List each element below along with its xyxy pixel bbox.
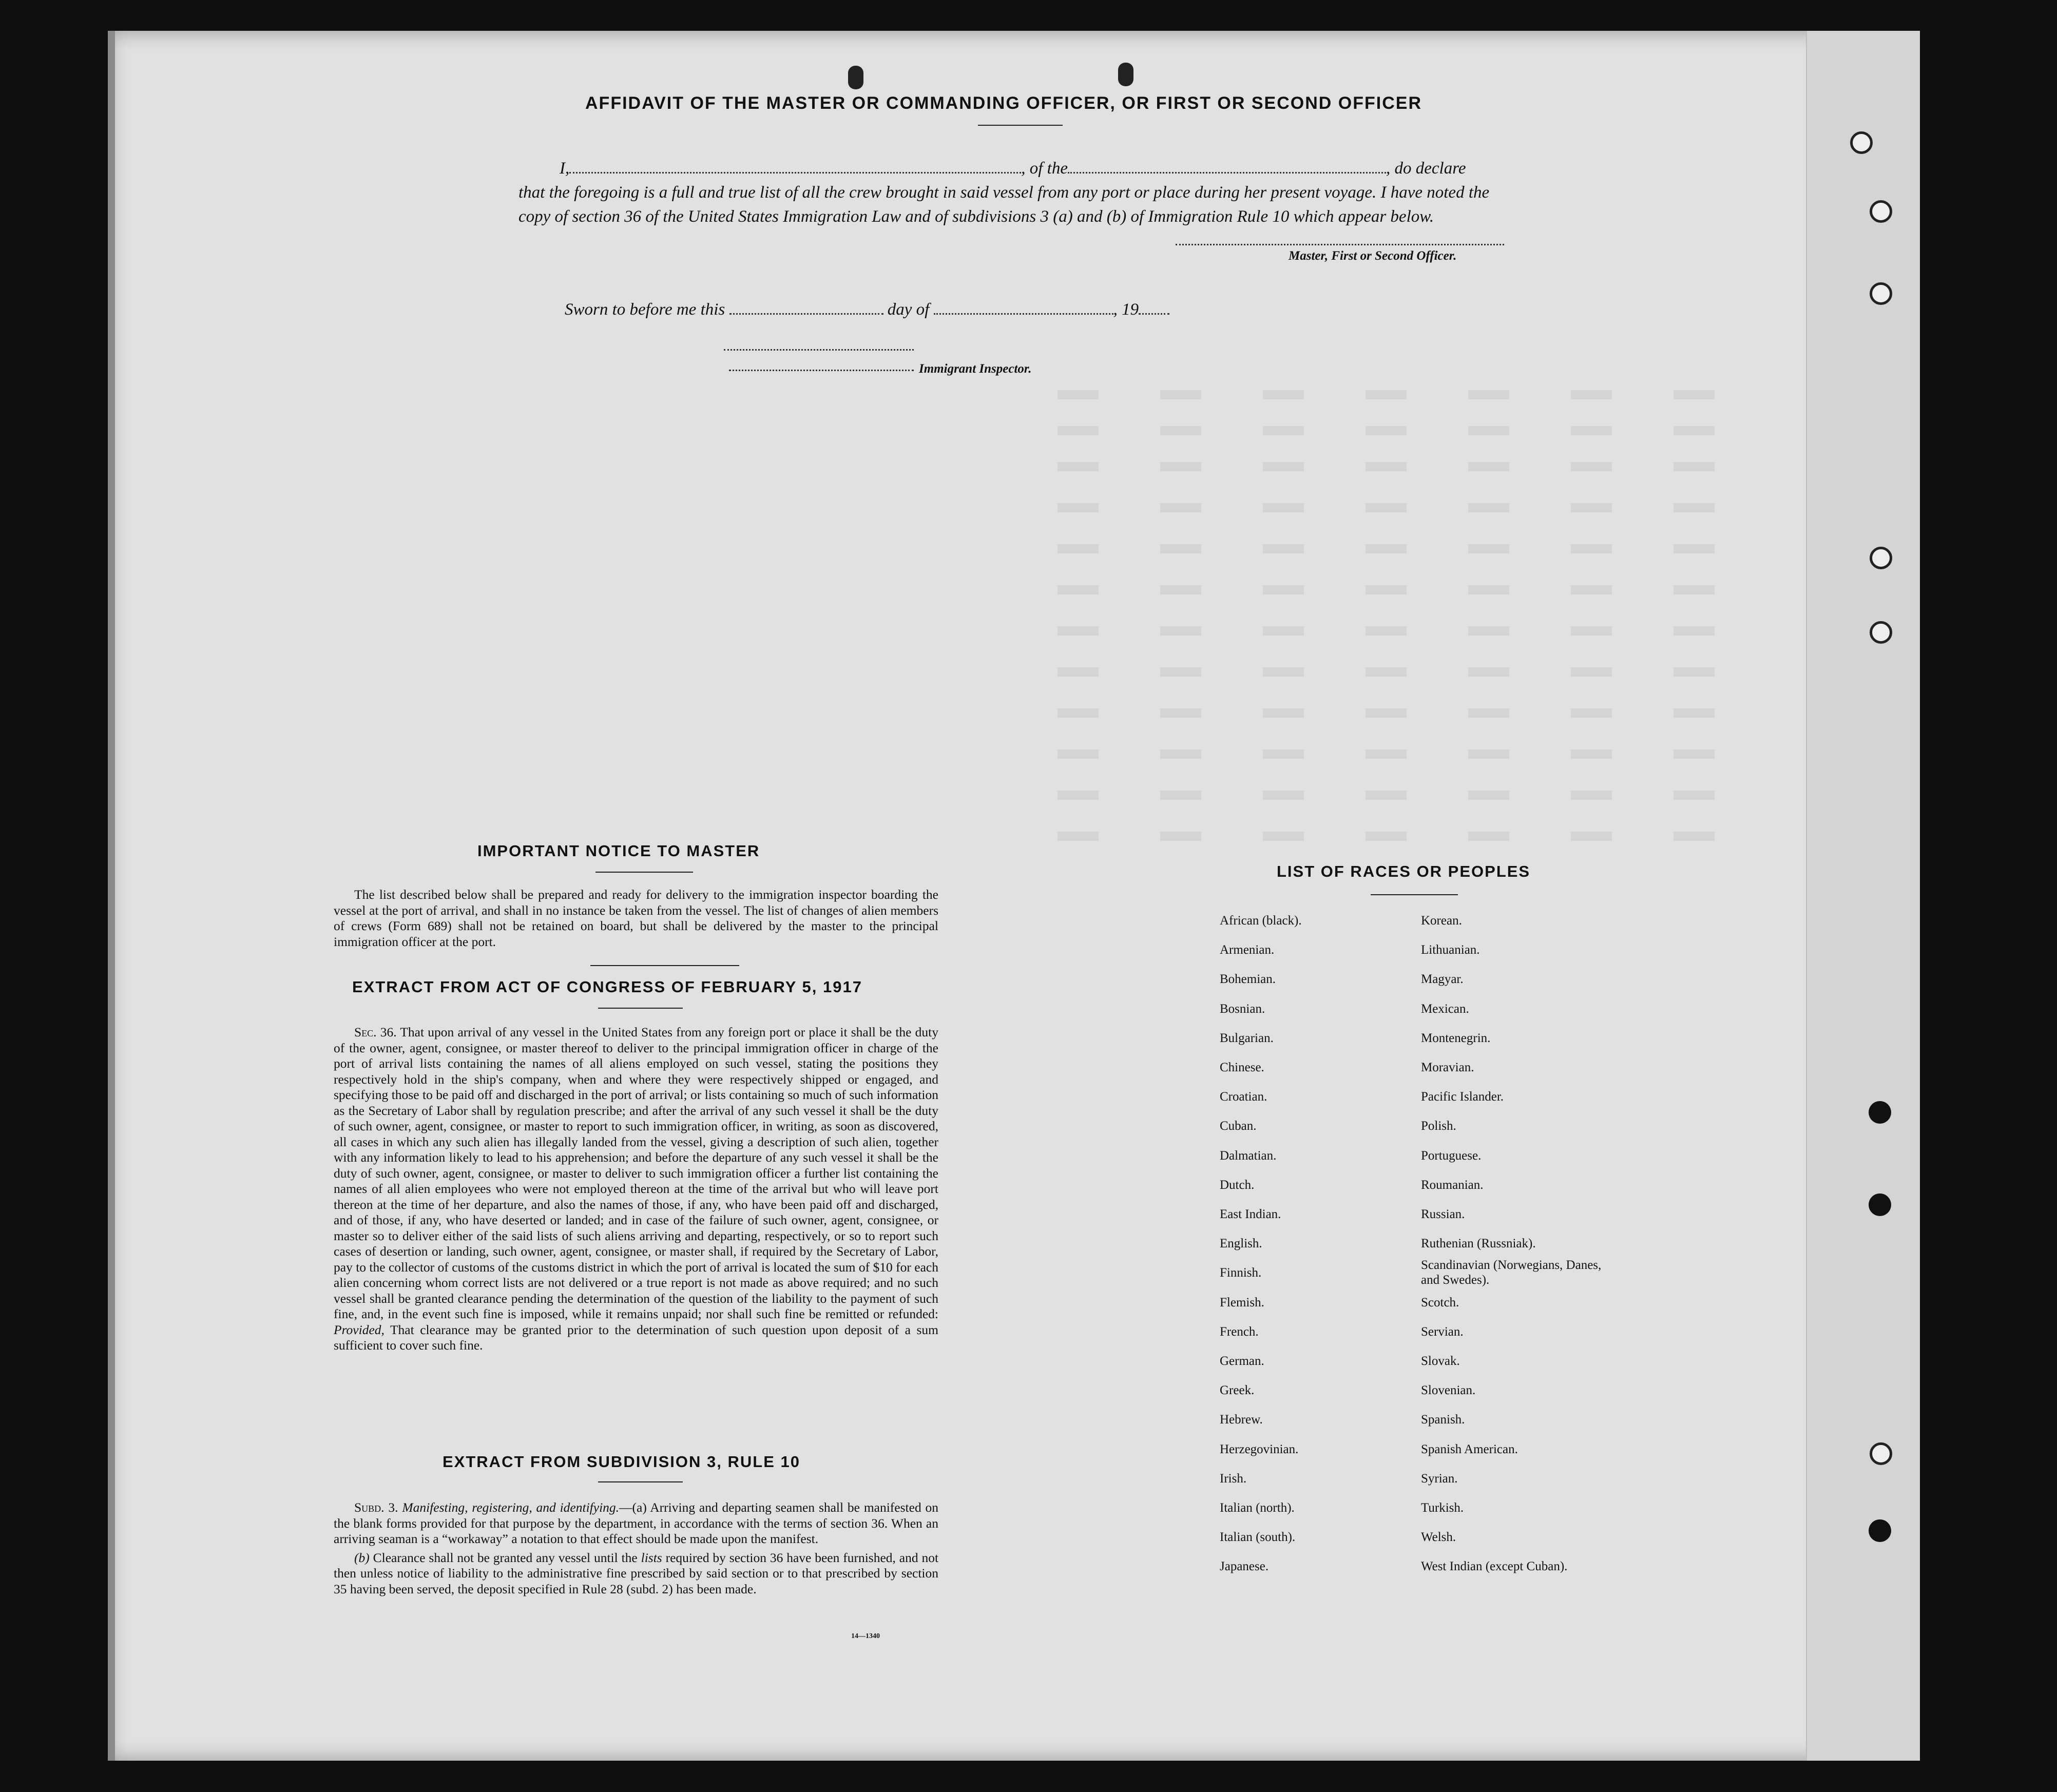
act-section-text: That upon arrival of any vessel in the United States from any foreign port or place it shall be the duty of the owner, agent, consignee, or master thereof to deliver to the principal immigration officer in charge of the port of arrival lists containing the names of all aliens employed on such vessel, stating the positions they respectively hold in the ship's company, when and where they were respectively shipped or engaged, and specifying those to be paid off and discharged in the port of arrival; or lists containing so much of such information as the Secretary of Labor shall by regulation prescribe; and after the arrival of any such vessel it shall be the duty of such owner, agent, consignee, or master to report to such immigration officer, in writing, as soon as discovered, all cases in which any such alien has illegally landed from the vessel, giving a description of such alien, together with any information likely to lead to his apprehension; and before the departure of any such vessel it shall be the duty of such owner, agent, consignee, or master to deliver to such immigration officer a further list containing the names of all alien employees who were not employed thereon at the time of the arrival but who will leave port thereon at the time of her departure, and also the names of those, if any, who have been paid off and discharged, and of those, if any, who have deserted or landed; and in case of the failure of such owner, agent, consignee, or master so to deliver either of the said lists of such aliens arriving and departing, respectively, or so to report such cases of desertion or landing, such owner, agent, consignee, or master shall, if required by the Secretary of Labor, pay to the collector of customs of the customs district in which the port of arrival is located the sum of $10 for each alien concerning whom correct lists are not delivered or a true report is not made as above required; and no such vessel shall be granted clearance pending the determination of the question of the liability to the payment of such fine, and, in the event such fine is imposed, while it remains unpaid; nor shall such fine be remitted or refunded: [334,1025,939,1321]
race-item: Servian. [1421,1324,1464,1339]
notice-title: IMPORTANT NOTICE TO MASTER [477,842,760,860]
race-item: English. [1220,1237,1262,1251]
sworn-day-of: day of [887,300,930,319]
bleed-through [1058,667,1776,677]
inspector-line-1 [724,349,914,351]
race-item: Moravian. [1421,1061,1474,1075]
rule-part-a: Subd. 3. Manifesting, registering, and identifying.—(a) Arriving and departing seamen shall be manifested on the blank forms provided for that purpose by the department, in accordance with the terms of section 36. When an arriving seaman is a “workaway” a notation to that effect should be made upon the manifest. [334,1500,939,1546]
notice-text: The list described below shall be prepared and ready for delivery to the immigration inspector boarding the vessel at the port of arrival, and shall in no instance be taken from the vessel. The list of changes of alien members of crews (Form 689) shall not be retained on board, but shall be delivered by the master to the principal immigration officer at the port. [334,887,938,949]
binder-hole [1870,282,1892,305]
race-item: Turkish. [1421,1501,1464,1515]
binder-hole [1869,1101,1891,1124]
race-item: Syrian. [1421,1471,1458,1486]
inspector-line-2 [729,370,914,371]
race-item: Cuban. [1220,1119,1257,1133]
race-item: Korean. [1421,914,1462,928]
race-item: Bulgarian. [1220,1031,1274,1045]
name-blank [569,172,1021,174]
race-item: Italian (south). [1220,1530,1296,1545]
bleed-through [1058,791,1776,800]
day-blank [729,313,883,315]
margin-strip [1806,31,1920,1761]
bleed-through [1058,426,1776,435]
races-rule [1371,894,1458,895]
race-item: Slovak. [1421,1354,1460,1369]
notice-rule [595,872,693,873]
rule-part-a-text: Arriving and departing seamen shall be manifested on the blank forms provided for that purpose by the department, in accordance with the terms of section 36. When an arriving seaman is a “workaway” a notation to that effect should be made upon the manifest. [334,1500,939,1546]
binder-hole [1870,1442,1892,1465]
bleed-through [1058,462,1776,471]
rule-part-b-lists: lists [641,1550,662,1565]
rule-title: EXTRACT FROM SUBDIVISION 3, RULE 10 [443,1453,800,1471]
rule-text-block [334,1500,938,1600]
rule-subd-label: Subd. 3. [354,1500,398,1515]
binder-hole [1850,131,1873,154]
races-right-column [1421,906,1616,1582]
page-edge [108,31,115,1761]
bleed-through [1058,544,1776,553]
binder-hole [1869,1193,1891,1216]
race-item: Russian. [1421,1207,1465,1222]
race-item: Hebrew. [1220,1413,1263,1427]
rule-part-a-label: (a) [632,1500,647,1515]
race-item: Pacific Islander. [1421,1090,1504,1104]
act-text-block [334,1025,938,1357]
race-item: German. [1220,1354,1264,1369]
race-item: Finnish. [1220,1266,1262,1280]
race-item: Flemish. [1220,1295,1264,1309]
declare-of-the: , of the [1021,159,1068,178]
race-item: Irish. [1220,1471,1247,1486]
bleed-through [1058,585,1776,594]
year-blank [1139,313,1169,315]
affidavit-title: AFFIDAVIT OF THE MASTER OR COMMANDING OFFICER, OR FIRST OR SECOND OFFICER [585,93,1422,113]
race-item: Bosnian. [1220,1001,1265,1016]
binder-hole [1870,621,1892,644]
rule-part-b-text-2: required by section 36 have been furnished, and not then unless notice of liability to the administrative fine prescribed by said section or to that prescribed by section 35 having been served, the deposit specified in Rule 28 (subd. 2) has been made. [334,1550,939,1596]
rule-part-b [334,1550,938,1597]
race-item: Spanish. [1421,1413,1465,1427]
punch-hole [848,66,863,89]
sworn-year: , 19 [1113,300,1139,319]
race-item: Greek. [1220,1383,1255,1398]
race-item: Magyar. [1421,972,1464,987]
bleed-through [1058,749,1776,759]
race-item: Herzegovinian. [1220,1442,1299,1456]
race-item: Montenegrin. [1421,1031,1491,1045]
declaration-line [518,157,1520,181]
act-section-label: Sec. 36. [354,1025,397,1039]
race-item: French. [1220,1324,1259,1339]
notice-separator [590,965,739,966]
bleed-through [1058,708,1776,718]
rule-subd-heading: Manifesting, registering, and identifying. [402,1500,620,1515]
race-item: Lithuanian. [1421,943,1480,957]
vessel-blank [1068,172,1386,174]
race-item: Dutch. [1220,1178,1255,1192]
rule-rule [598,1481,683,1482]
race-item: Croatian. [1220,1090,1267,1104]
notice-text-block [334,887,938,953]
bleed-through [1058,390,1776,399]
races-left-column [1220,906,1302,1582]
race-item: Welsh. [1421,1530,1456,1545]
race-item: East Indian. [1220,1207,1281,1222]
inspector-label: Immigrant Inspector. [919,362,1032,376]
race-item: Armenian. [1220,943,1275,957]
race-item: Dalmatian. [1220,1148,1277,1163]
binder-hole [1870,200,1892,223]
affidavit-statement: that the foregoing is a full and true list of all the crew brought in said vessel from any port or place during her present voyage. I have noted the copy of section 36 of the United States Immigration Law and of subdivisions 3 (a) and (b) of Immigration Rule 10 which appear below. [518,183,1490,226]
title-rule [978,125,1063,126]
race-item: Spanish American. [1421,1442,1518,1456]
race-item: Slovenian. [1421,1383,1476,1398]
race-item: Japanese. [1220,1559,1269,1574]
race-item: African (black). [1220,914,1302,928]
rule-part-b-text-1: Clearance shall not be granted any vessel until the [373,1550,638,1565]
month-blank [934,313,1113,315]
sworn-prefix: Sworn to before me this [565,300,725,319]
act-title: EXTRACT FROM ACT OF CONGRESS OF FEBRUARY 5, 1917 [352,978,862,996]
race-item: Polish. [1421,1119,1456,1133]
race-item: Mexican. [1421,1001,1469,1016]
signature-label: Master, First or Second Officer. [1289,249,1457,263]
binder-hole [1870,547,1892,569]
punch-hole [1118,63,1133,86]
signature-line [1176,244,1504,245]
affidavit-declaration [518,157,1520,229]
declare-do-declare: , do declare [1386,159,1466,178]
race-item: Chinese. [1220,1061,1264,1075]
race-item: Roumanian. [1421,1178,1484,1192]
act-section [334,1025,938,1354]
races-title: LIST OF RACES OR PEOPLES [1277,862,1531,880]
sworn-line [565,300,1169,319]
bleed-through [1058,832,1776,841]
rule-part-b-label: (b) [354,1550,370,1565]
race-item: Ruthenian (Russniak). [1421,1237,1536,1251]
race-item: Scotch. [1421,1295,1459,1309]
race-item: Portuguese. [1421,1148,1482,1163]
binder-hole [1869,1519,1891,1542]
form-number: 14—1340 [851,1632,880,1640]
bleed-through [1058,503,1776,512]
race-item: Scandinavian (Norwegians, Danes, and Swedes). [1421,1258,1602,1287]
race-item: Bohemian. [1220,972,1276,987]
act-proviso-label: Provided, [334,1322,385,1337]
race-item: West Indian (except Cuban). [1421,1559,1568,1574]
act-proviso-text: That clearance may be granted prior to the determination of such question upon deposit of a sum sufficient to cover such fine. [334,1322,938,1353]
race-item: Italian (north). [1220,1501,1295,1515]
act-rule [598,1008,683,1009]
bleed-through [1058,626,1776,635]
declare-i: I, [560,159,570,178]
